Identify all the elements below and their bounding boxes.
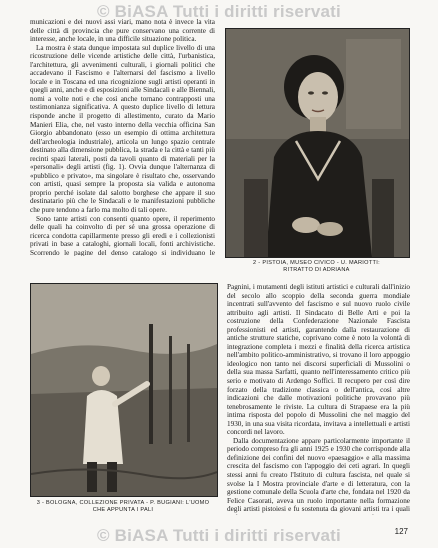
paragraph: Sono tante artisti con consenti quanto opere, il reperimento delle quali ha coinvolto di per sé una grossa operazione di ricerca condotta capillarmente presso gli eredi e i collezionisti privati in base a cataloghi, giornali locali, fonti archivistiche. Scorrendo le pagine del denso catalogo si individuano le [30,214,215,256]
figure-caption-portrait [225,260,408,274]
paragraph: municazioni e dei nuovi assi viari, mano nota è invece la vita delle città di provincia che pure conservano una corrente di interesse, anche locale, in una difficile situazione politica. [30,18,215,44]
caption-line: 3 - BOLOGNA, COLLEZIONE PRIVATA - P. BUGIANI: L'UOMO [36,500,210,506]
page-number: 127 [394,527,408,536]
paragraph: Dalla documentazione appare particolarmente importante il periodo compreso fra gli anni 1925 e 1930 che corrisponde alla definizione dei confini del nuovo «paesaggio» e alla massima crescita del fascismo con l'appoggio dei ceti agrari. In quegli stessi anni fu creato l'Istituto di cultura fascista, nel quale si svolse la I Mostra provinciale d'arte e di letteratura, con la gestione comunale della Scuola d'arte che, fondata nel 1920 da Felice Casorati, aveva un ruolo importante nella formazione degli artisti pistoiesi e fu sostenuta da giovani artisti tra i quali [227,436,410,514]
caption-line: 2 - PISTOIA, MUSEO CIVICO - U. MARIOTTI: [253,260,380,266]
watermark-top: © BiASA Tutti i diritti riservati [97,2,341,21]
paragraph: La mostra è stata dunque impostata sul duplice livello di una ricostruzione delle vicende artistiche delle città, l'urbanistica, l'architettura, gli avvenimenti culturali, i giornali politici che accadevano il Fascismo e l'alternarsi del fascismo a livello locale e in Toscana ed una ricognizione sugli artisti operanti in quegli anni, anche e di esposizioni alle Sindacali e alle Biennali, nomi a volte noti e che così anche tornano contrapposti una testimonianza significativa. A questo duplice livello di lettura risponde anche il progetto di allestimento, curato da Mario Manieri Elia, che, nel vasto interno della vecchia officina San Giorgio abbandonato (esso un esempio di ottima architettura dell'archeologia industriale), articola un lungo spazio centrale destinato alla dimensione pubblica, la strada e la città e tanti più recinti spazi laterali, posti da tavoli quanto di materiali per la «personali» degli artisti (fig. 1). Ovvia dunque l'alternanza di «pubblico e privato», ma singolare è risultato che, osservando con artisti, quasi sempre la proposta sia valida e autonoma proprio perché isolate dal salotto borghese che appare il suo destinatario più che le Sindacali e le manifestazioni pubbliche che pure tendono a farlo ma molto di tali opere. [30,43,215,215]
portrait-painting-drawing [226,29,409,257]
figure-caption-landscape [30,500,216,514]
paragraph: Pagnini, i mutamenti degli istituti artistici e culturali dall'inizio del secolo allo scoppio della seconda guerra mondiale incentrati sull'avvento del fascismo e sul nuovo ruolo civile attribuito agli artisti. Il Sindacato di Belle Arti e poi la costruzione della Confederazione Nazionale Fascista professionisti ed artisti, garantendo dalla restaurazione di antiche strutture statiche, coprivano come è noto la volontà di integrazione completa i mezzi e finalità della ricerca artistica nell'ambito politico-amministrativo, si trovano il loro appoggio ideologico non tanto nei discorsi superficiali di Mussolini o della sua massa Sarfatti, quanto nell'interessamento critico più serio e motivato di Ardengo Soffici. Il recupero per così dire forzato della tradizione classica o dell'antica, così altre indicazioni che dalle motivazioni politiche provavano più tenebrosamente le riviste. La cultura di Strapaese era la più intima risposta del popolo di Mussolini che nel maggio del 1930, in una sua visita ricordata, invitava a intellettuali e artisti concordi nel lavoro. [227,283,410,437]
landscape-painting-drawing [31,284,217,496]
portrait-painting-image [225,28,410,258]
caption-line: RITRATTO DI ADRIANA [283,267,350,273]
landscape-painting-image [30,283,218,497]
caption-line: CHE APPUNTA I PALI [92,507,154,513]
text-column-right [227,283,410,515]
watermark-bottom: © BiASA Tutti i diritti riservati [97,526,341,545]
text-column-left [30,18,215,256]
